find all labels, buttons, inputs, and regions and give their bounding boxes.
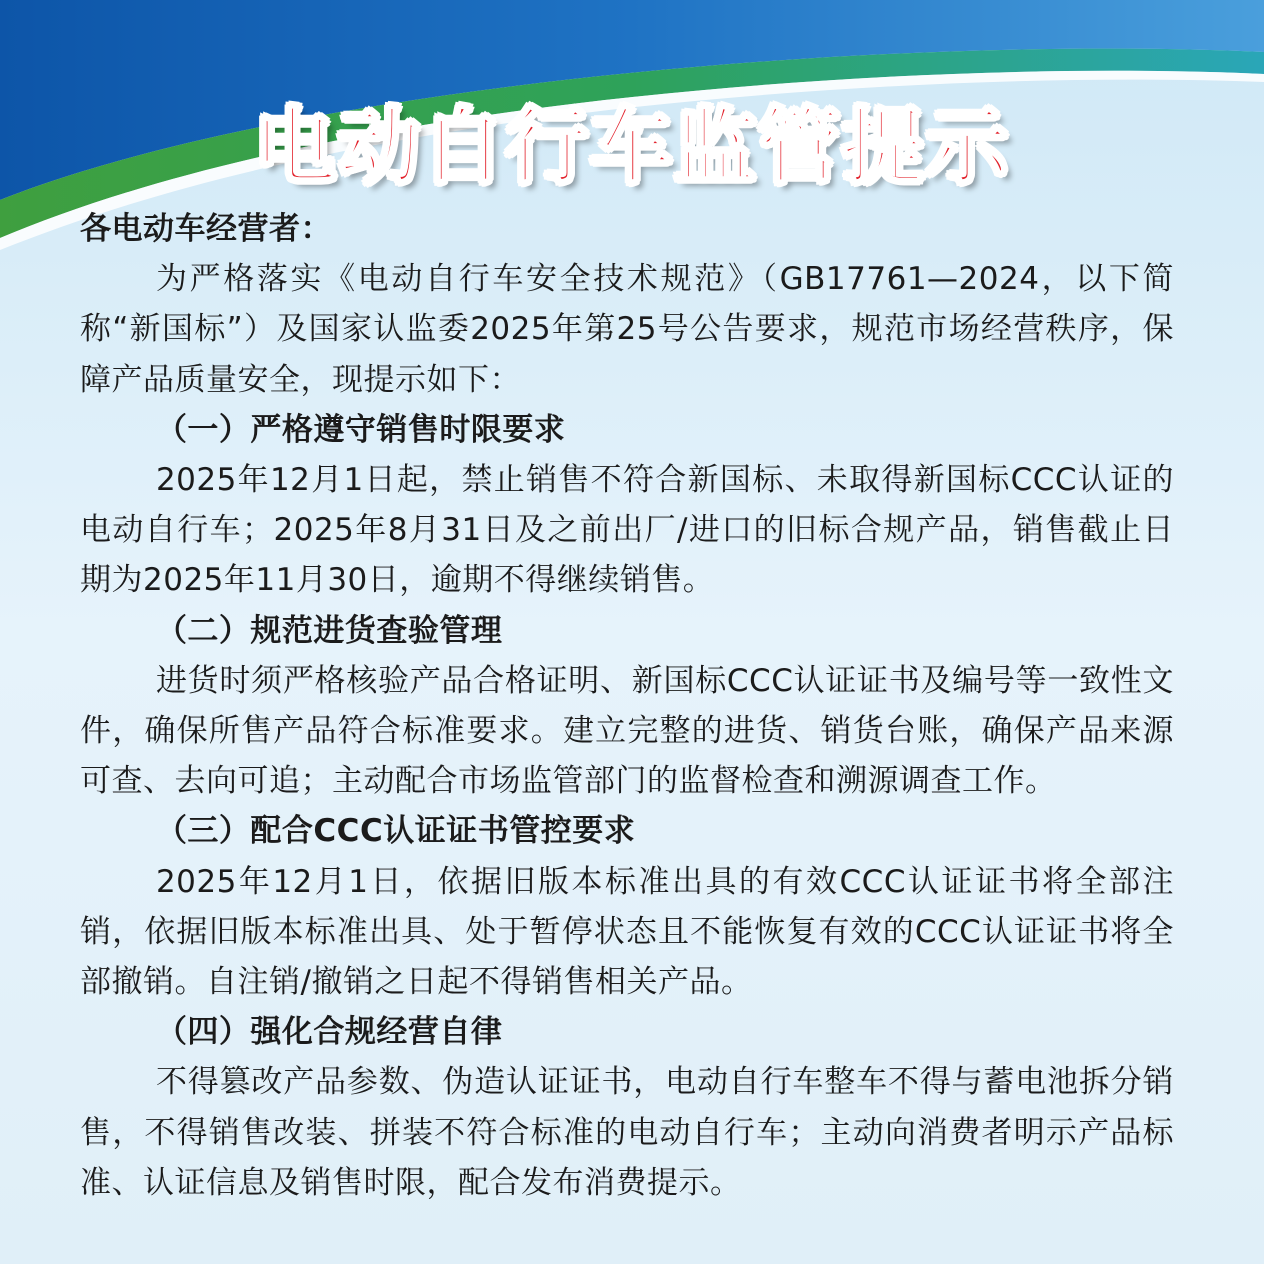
notice-body: [80, 204, 1174, 1208]
section-heading-3: （三）配合CCC认证证书管控要求: [155, 813, 636, 850]
salutation: 各电动车经营者：: [80, 211, 332, 247]
section-heading-1: （一）严格遵守销售时限要求: [155, 411, 566, 448]
section-text-1: 2025年12月1日起，禁止销售不符合新国标、未取得新国标CCC认证的电动自行车；2025年8月31日及之前出厂/进口的旧标合规产品，销售截止日期为2025年11月30日，逾期不得继续销售。: [80, 462, 1174, 599]
poster-title: 电动自行车监管提示: [253, 100, 1010, 195]
section-text-2: 进货时须严格核验产品合格证明、新国标CCC认证证书及编号等一致性文件，确保所售产品符合标准要求。建立完整的进货、销货台账，确保产品来源可查、去向可追；主动配合市场监管部门的监督检查和溯源调查工作。: [80, 662, 1174, 800]
intro-paragraph: 为严格落实《电动自行车安全技术规范》（GB17761—2024，以下简称“新国标”）及国家认监委2025年第25号公告要求，规范市场经营秩序，保障产品质量安全，现提示如下：: [80, 261, 1174, 398]
section-text-3: 2025年12月1日，依据旧版本标准出具的有效CCC认证证书将全部注销，依据旧版本标准出具、处于暂停状态且不能恢复有效的CCC认证证书将全部撤销。自注销/撤销之日起不得销售相关产品。: [80, 863, 1174, 1001]
section-heading-2: （二）规范进货查验管理: [155, 612, 503, 649]
section-text-4: 不得篡改产品参数、伪造认证证书，电动自行车整车不得与蓄电池拆分销售，不得销售改装、拼装不符合标准的电动自行车；主动向消费者明示产品标准、认证信息及销售时限，配合发布消费提示。: [80, 1064, 1174, 1201]
section-heading-4: （四）强化合规经营自律: [155, 1014, 503, 1051]
